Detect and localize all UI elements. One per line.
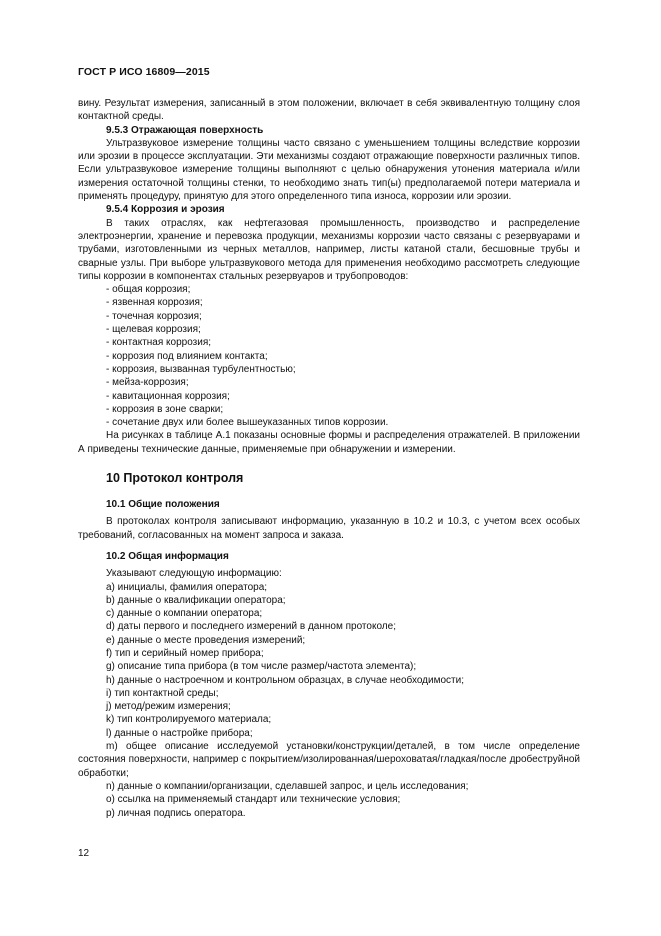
list-item: g) описание типа прибора (в том числе размер/частота элемента); (106, 661, 417, 673)
list-item: - сочетание двух или более вышеуказанных типов коррозии. (106, 417, 389, 429)
list-item: k) тип контролируемого материала; (106, 714, 272, 726)
paragraph-9-5-3: Ультразвуковое измерение толщины часто связано с уменьшением толщины вследствие коррозии или эрозии в процессе эксплуатации. Эти механизмы создают отражающие поверхности различных типов. Если ультразвуковое измерение толщины выполняют с целью обнаружения утонения материала и/или измерения остаточной толщины стенки, то необходимо знать тип(ы) предполагаемой потери материала и применять процедуру, принятую для этого определенного типа износа, коррозии или эрозии. (78, 137, 580, 203)
corrosion-types-list (78, 283, 580, 429)
list-item: - мейза-коррозия; (106, 377, 189, 389)
general-info-list (78, 581, 580, 820)
list-item: c) данные о компании оператора; (106, 608, 263, 620)
paragraph-9-5-4: В таких отраслях, как нефтегазовая промышленность, производство и распределение электроэнергии, хранение и перевозка продукции, механизмы коррозии часто связаны с резервуарами и трубами, изготовленными из черных металлов, например, листы катаной стали, бесшовные трубы и сварные узлы. При выборе ультразвукового метода для применения необходимо рассмотреть следующие типы коррозии в компонентах стальных резервуаров и трубопроводов: (78, 217, 580, 282)
list-item: - коррозия, вызванная турбулентностью; (106, 363, 296, 375)
list-item: l) данные о настройке прибора; (106, 727, 253, 739)
document-body (78, 97, 580, 820)
heading-9-5-4: 9.5.4 Коррозия и эрозия (106, 204, 225, 216)
list-item: - коррозия под влиянием контакта; (106, 350, 268, 362)
list-item: e) данные о месте проведения измерений; (106, 634, 306, 646)
list-item: p) личная подпись оператора. (106, 807, 246, 819)
page-number: 12 (78, 848, 90, 859)
list-item: n) данные о компании/организации, сделавшей запрос, и цель исследования; (106, 780, 469, 792)
list-item: - точечная коррозия; (106, 310, 202, 322)
heading-9-5-3: 9.5.3 Отражающая поверхность (106, 124, 264, 136)
list-item: - язвенная коррозия; (106, 297, 203, 309)
list-item: j) метод/режим измерения; (106, 701, 231, 713)
list-item: a) инициалы, фамилия оператора; (106, 581, 268, 593)
list-item: h) данные о настроечном и контрольном образцах, в случае необходимости; (106, 674, 464, 686)
list-item: f) тип и серийный номер прибора; (106, 647, 264, 659)
list-item: - общая коррозия; (106, 284, 191, 296)
paragraph-10-2-intro: Указывают следующую информацию: (106, 568, 282, 580)
list-item: b) данные о квалификации оператора; (106, 594, 286, 606)
paragraph-figures-note: На рисунках в таблице А.1 показаны основные формы и распределения отражателей. В приложении А приведены технические данные, применяемые при обнаружении и измерении. (78, 430, 580, 455)
heading-10-2: 10.2 Общая информация (106, 550, 229, 562)
list-item: i) тип контактной среды; (106, 687, 219, 699)
paragraph-10-1: В протоколах контроля записывают информацию, указанную в 10.2 и 10.3, с учетом всех особых требований, согласованных на момент запроса и заказа. (78, 516, 580, 541)
heading-10: 10 Протокол контроля (106, 471, 244, 486)
list-item: d) даты первого и последнего измерений в данном протоколе; (106, 621, 396, 633)
document-header-title: ГОСТ Р ИСО 16809—2015 (78, 66, 210, 78)
list-item: - контактная коррозия; (106, 337, 212, 349)
list-item: - кавитационная коррозия; (106, 390, 230, 402)
list-item: m) общее описание исследуемой установки/конструкции/деталей, в том числе определение состояния поверхности, например с покрытием/изолированная/шероховатая/гладкая/после дробеструйной обработки; (78, 741, 580, 779)
list-item: - щелевая коррозия; (106, 324, 201, 336)
heading-10-1: 10.1 Общие положения (106, 499, 220, 511)
continuation-paragraph: вину. Результат измерения, записанный в этом положении, включает в себя эквивалентную толщину слоя контактной среды. (78, 98, 580, 123)
list-item: o) ссылка на применяемый стандарт или технические условия; (106, 794, 401, 806)
list-item: - коррозия в зоне сварки; (106, 403, 224, 415)
